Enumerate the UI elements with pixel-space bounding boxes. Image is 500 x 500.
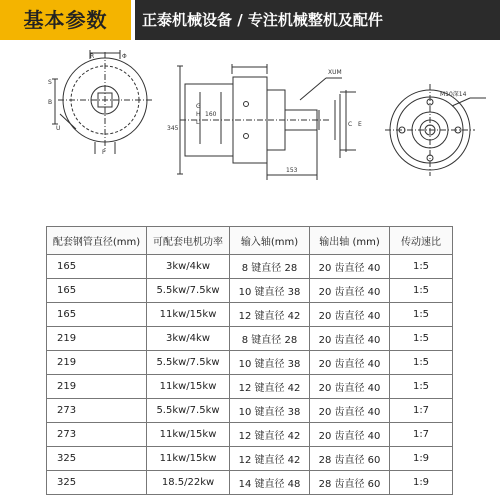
label-u: U: [56, 125, 61, 132]
cell-output-shaft: 20 齿直径 40: [310, 303, 390, 327]
cell-motor-power: 5.5kw/7.5kw: [147, 399, 230, 423]
cell-motor-power: 5.5kw/7.5kw: [147, 351, 230, 375]
label-bolt: M10深14: [440, 91, 467, 98]
label-345: 345: [167, 125, 179, 132]
label-g: G: [196, 103, 201, 110]
cell-motor-power: 3kw/4kw: [147, 255, 230, 279]
cell-motor-power: 11kw/15kw: [147, 375, 230, 399]
cell-pipe-diameter: 165: [47, 255, 147, 279]
label-s: S: [48, 79, 52, 86]
cell-pipe-diameter: 165: [47, 279, 147, 303]
header-badge: 基本参数: [0, 0, 131, 40]
cell-ratio: 1:7: [390, 423, 453, 447]
table-row: [47, 471, 453, 495]
table-row: [47, 327, 453, 351]
cell-ratio: 1:7: [390, 399, 453, 423]
cell-pipe-diameter: 219: [47, 327, 147, 351]
cell-pipe-diameter: 273: [47, 423, 147, 447]
cell-motor-power: 5.5kw/7.5kw: [147, 279, 230, 303]
cell-input-shaft: 8 键直径 28: [230, 327, 310, 351]
col-header-pipe-diameter: 配套钢管直径(mm): [47, 227, 147, 255]
label-h: H: [196, 111, 201, 118]
cell-output-shaft: 20 齿直径 40: [310, 423, 390, 447]
cell-input-shaft: 10 键直径 38: [230, 351, 310, 375]
label-r: R: [90, 53, 95, 60]
label-p: P: [102, 149, 106, 156]
col-header-output-shaft: 输出轴 (mm): [310, 227, 390, 255]
cell-ratio: 1:9: [390, 447, 453, 471]
label-l: L: [196, 119, 200, 126]
header-separator: [131, 0, 135, 40]
cell-output-shaft: 28 齿直径 60: [310, 471, 390, 495]
drawing-svg: [40, 44, 492, 220]
left-flange-view: [52, 50, 152, 154]
cell-input-shaft: 14 键直径 48: [230, 471, 310, 495]
cell-motor-power: 11kw/15kw: [147, 423, 230, 447]
technical-drawing: [40, 44, 492, 220]
header-bar: [0, 0, 500, 40]
col-header-motor-power: 可配套电机功率: [147, 227, 230, 255]
cell-ratio: 1:5: [390, 375, 453, 399]
table-row: [47, 351, 453, 375]
cell-output-shaft: 20 齿直径 40: [310, 399, 390, 423]
label-153: 153: [286, 167, 298, 174]
spec-table: [46, 226, 453, 495]
label-160: 160: [205, 111, 217, 118]
table-row: [47, 303, 453, 327]
cell-pipe-diameter: 219: [47, 375, 147, 399]
table-row: [47, 375, 453, 399]
cell-motor-power: 11kw/15kw: [147, 303, 230, 327]
label-e: E: [358, 121, 362, 128]
cell-motor-power: 3kw/4kw: [147, 327, 230, 351]
cell-output-shaft: 20 齿直径 40: [310, 375, 390, 399]
cell-ratio: 1:5: [390, 303, 453, 327]
middle-side-view: [177, 64, 356, 180]
cell-pipe-diameter: 219: [47, 351, 147, 375]
cell-output-shaft: 20 齿直径 40: [310, 351, 390, 375]
col-header-input-shaft: 输入轴(mm): [230, 227, 310, 255]
cell-output-shaft: 28 齿直径 60: [310, 447, 390, 471]
cell-motor-power: 18.5/22kw: [147, 471, 230, 495]
header-title: 正泰机械设备 / 专注机械整机及配件: [142, 11, 383, 29]
cell-input-shaft: 8 键直径 28: [230, 255, 310, 279]
cell-motor-power: 11kw/15kw: [147, 447, 230, 471]
col-header-ratio: 传动速比: [390, 227, 453, 255]
cell-ratio: 1:5: [390, 327, 453, 351]
cell-pipe-diameter: 325: [47, 447, 147, 471]
table-row: [47, 399, 453, 423]
right-end-view: [385, 84, 486, 176]
cell-pipe-diameter: 325: [47, 471, 147, 495]
cell-input-shaft: 12 键直径 42: [230, 447, 310, 471]
cell-output-shaft: 20 齿直径 40: [310, 327, 390, 351]
cell-input-shaft: 10 键直径 38: [230, 399, 310, 423]
cell-pipe-diameter: 273: [47, 399, 147, 423]
table-row: [47, 447, 453, 471]
cell-input-shaft: 12 键直径 42: [230, 423, 310, 447]
label-c: C: [348, 121, 353, 128]
cell-input-shaft: 12 键直径 42: [230, 375, 310, 399]
table-row: [47, 423, 453, 447]
cell-input-shaft: 12 键直径 42: [230, 303, 310, 327]
label-phi: Φ: [122, 53, 127, 60]
cell-output-shaft: 20 齿直径 40: [310, 279, 390, 303]
table-header-row: [47, 227, 453, 255]
cell-pipe-diameter: 165: [47, 303, 147, 327]
label-b: B: [48, 99, 53, 106]
cell-ratio: 1:9: [390, 471, 453, 495]
cell-ratio: 1:5: [390, 255, 453, 279]
cell-output-shaft: 20 齿直径 40: [310, 255, 390, 279]
cell-input-shaft: 10 键直径 38: [230, 279, 310, 303]
table-row: [47, 279, 453, 303]
cell-ratio: 1:5: [390, 279, 453, 303]
label-xum: XUM: [328, 69, 342, 76]
cell-ratio: 1:5: [390, 351, 453, 375]
table-row: [47, 255, 453, 279]
